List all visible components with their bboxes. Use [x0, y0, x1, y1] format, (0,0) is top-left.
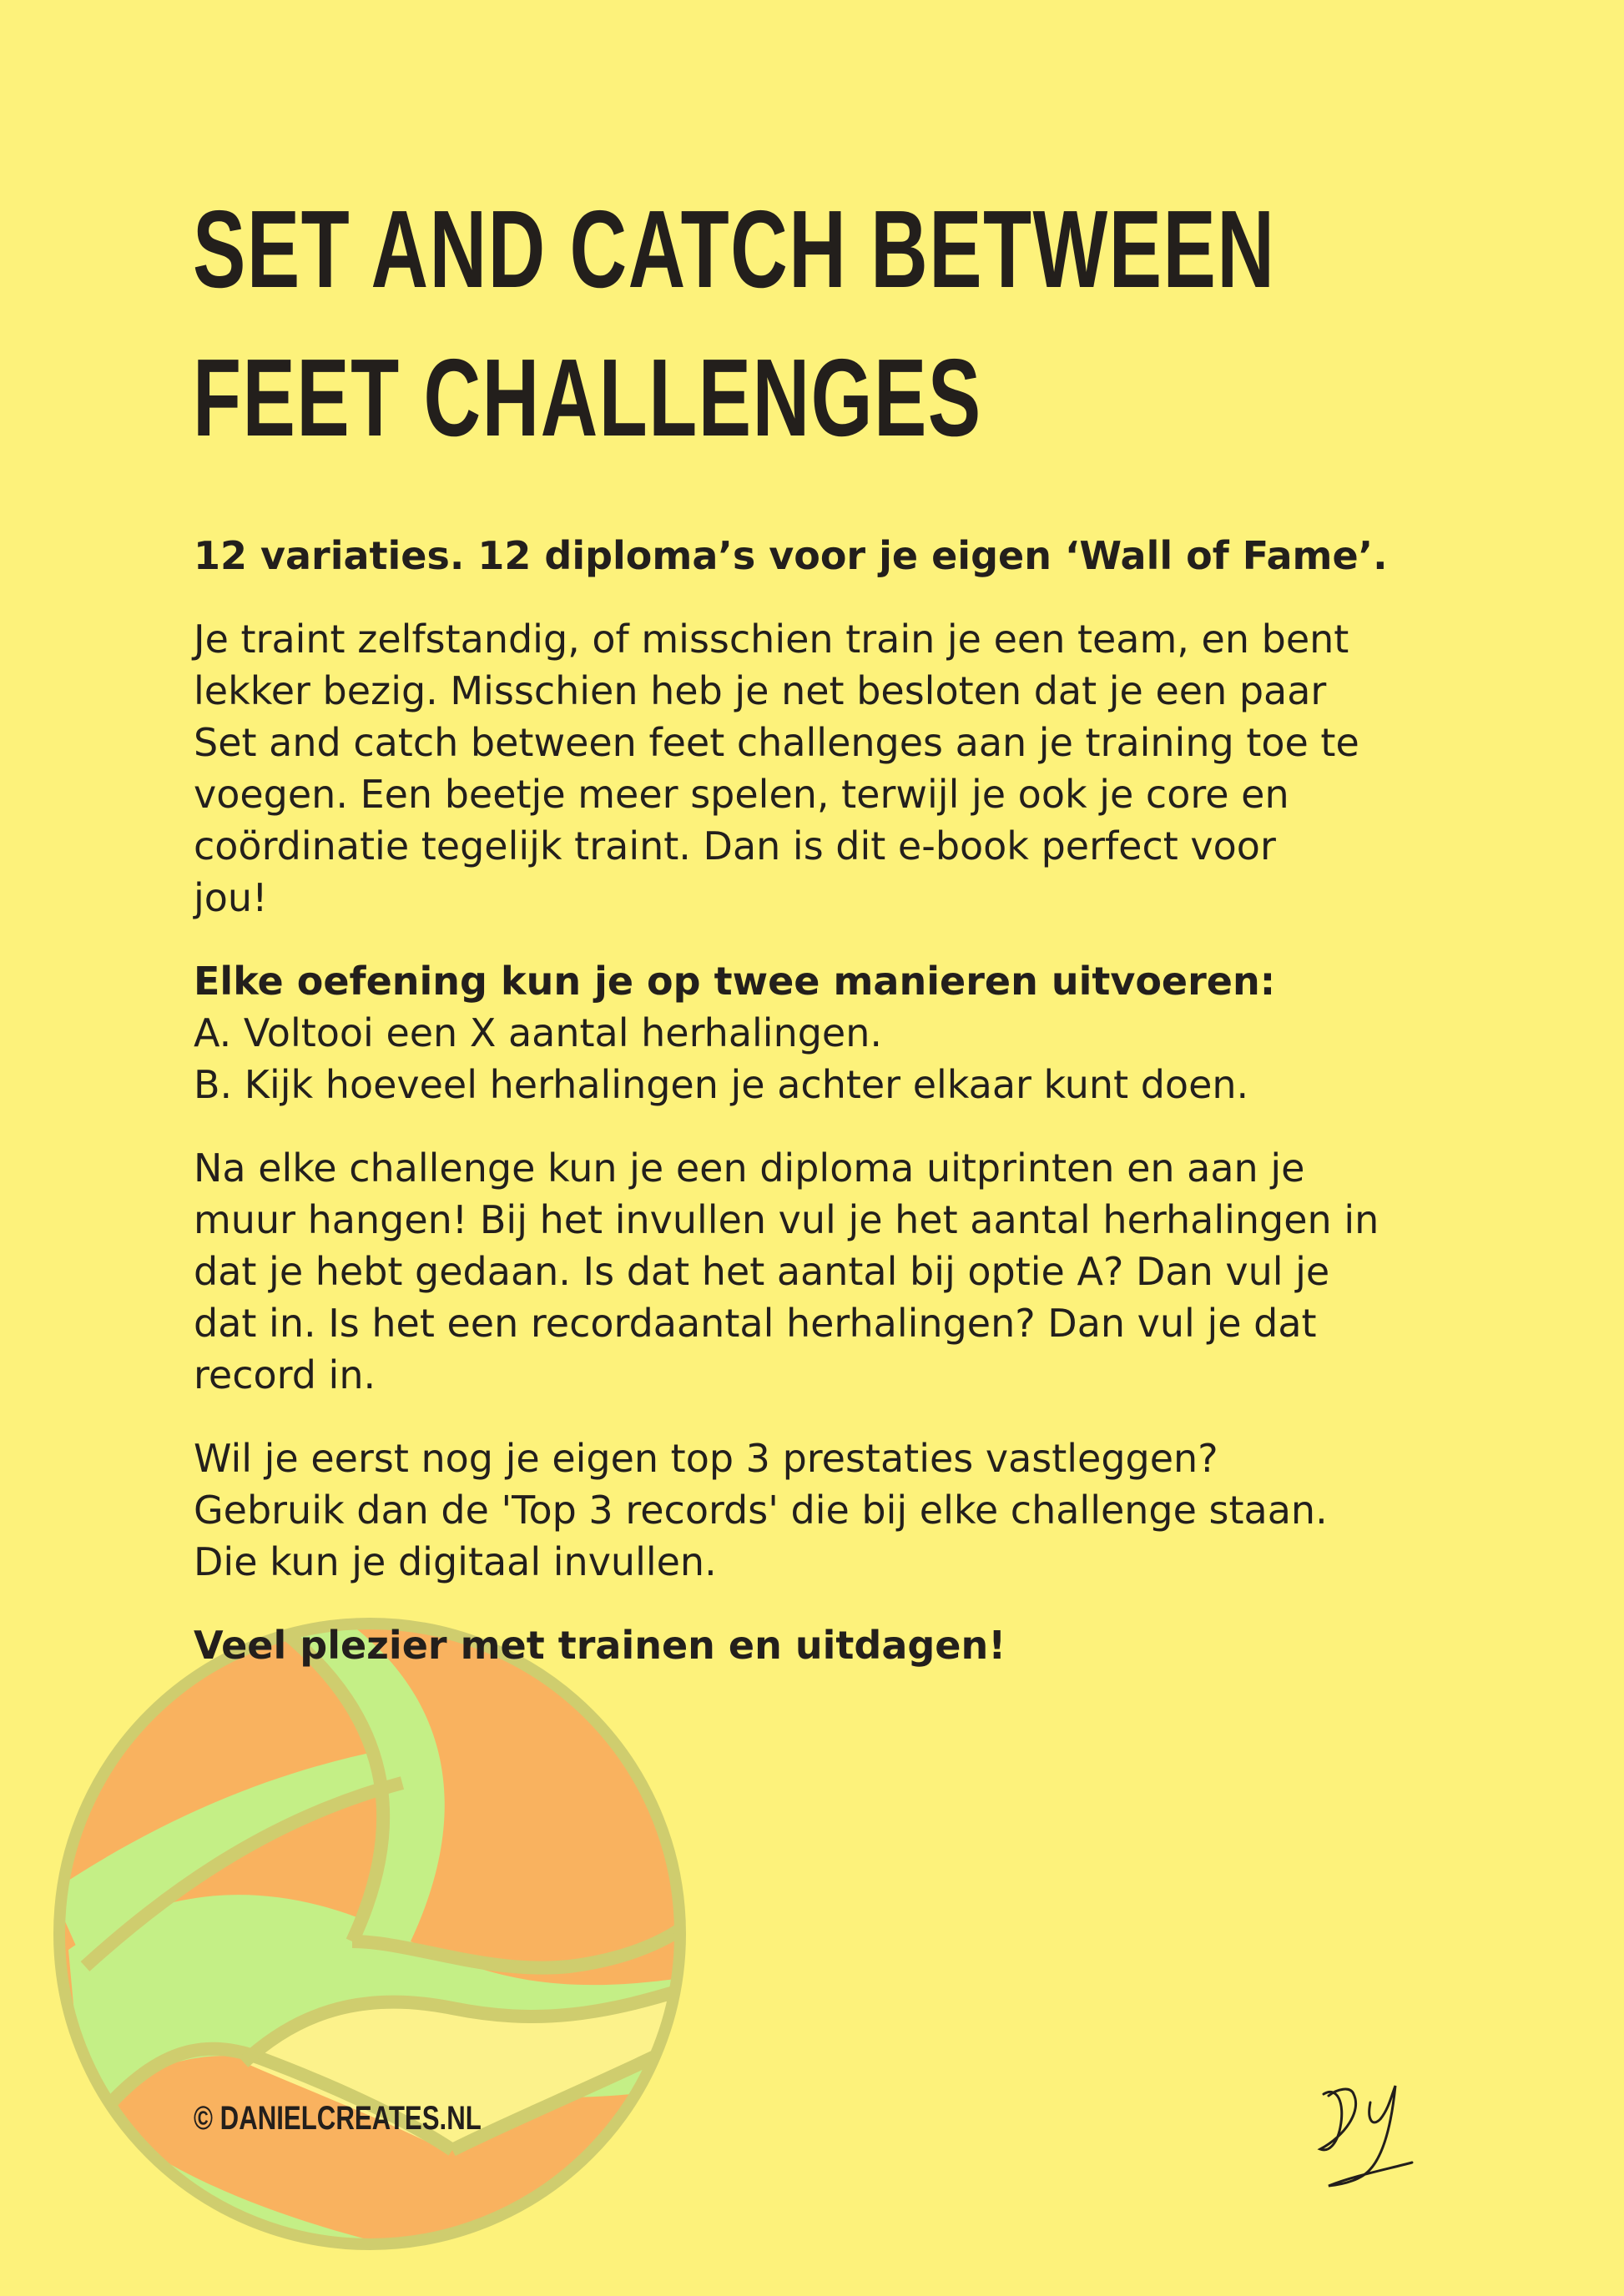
title-line-1: SET AND CATCH BETWEEN — [193, 188, 1276, 310]
diploma-line: muur hangen! Bij het invullen vul je het aantal herhalingen in — [194, 1197, 1379, 1242]
signature-logo — [1312, 2069, 1420, 2194]
title-line-2: FEET CHALLENGES — [193, 336, 982, 459]
intro-line: Je traint zelfstandig, of misschien train je een team, en bent — [194, 617, 1349, 662]
methods-heading: Elke oefening kun je op twee manieren uitvoeren: — [194, 959, 1276, 1004]
subtitle: 12 variaties. 12 diploma’s voor je eigen ‘Wall of Fame’. — [194, 533, 1388, 578]
intro-line: lekker bezig. Misschien heb je net besloten dat je een paar — [194, 668, 1327, 713]
closing-line: Veel plezier met trainen en uitdagen! — [194, 1623, 1006, 1668]
diploma-line: dat je hebt gedaan. Is dat het aantal bij optie A? Dan vul je — [194, 1249, 1330, 1294]
intro-line: coördinatie tegelijk traint. Dan is dit e-book perfect voor — [194, 823, 1276, 869]
method-option-b: B. Kijk hoeveel herhalingen je achter elkaar kunt doen. — [194, 1062, 1249, 1107]
records-line: Wil je eerst nog je eigen top 3 prestaties vastleggen? — [194, 1436, 1218, 1481]
diploma-line: Na elke challenge kun je een diploma uitprinten en aan je — [194, 1145, 1305, 1191]
intro-line: voegen. Een beetje meer spelen, terwijl je ook je core en — [194, 772, 1289, 817]
volleyball-illustration — [52, 1616, 688, 2252]
intro-content — [194, 530, 1479, 1703]
diploma-paragraph — [194, 1142, 1479, 1401]
method-option-a: A. Voltooi een X aantal herhalingen. — [194, 1010, 883, 1055]
records-line: Die kun je digitaal invullen. — [194, 1539, 717, 1584]
page-title — [193, 175, 1276, 472]
intro-line: Set and catch between feet challenges aan je training toe te — [194, 720, 1359, 765]
intro-paragraph — [194, 613, 1479, 924]
methods-paragraph — [194, 955, 1479, 1110]
diploma-line: record in. — [194, 1352, 376, 1397]
intro-line: jou! — [194, 875, 268, 920]
copyright-notice: © DANIELCREATES.NL — [194, 2100, 482, 2137]
diploma-line: dat in. Is het een recordaantal herhalingen? Dan vul je dat — [194, 1301, 1317, 1346]
records-line: Gebruik dan de 'Top 3 records' die bij elke challenge staan. — [194, 1488, 1328, 1533]
records-paragraph — [194, 1432, 1479, 1588]
